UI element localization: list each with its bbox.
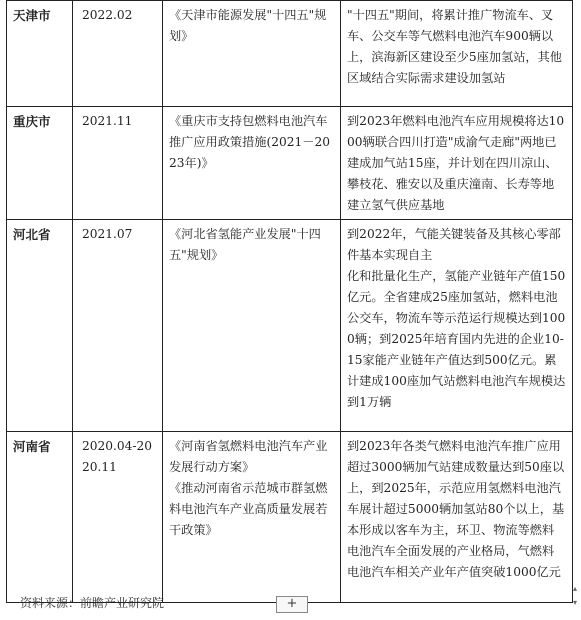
add-row-button[interactable]: +	[276, 596, 308, 613]
policy-table-wrapper	[6, 0, 572, 603]
policy-cell: 《河南省氢燃料电池汽车产业发展行动方案》 《推动河南省示范城市群氢燃料电池汽车产业高质量发展若干政策》	[163, 432, 341, 603]
policy-cell: 《天津市能源发展"十四五"规划》	[163, 1, 341, 107]
date-cell: 2022.02	[73, 1, 163, 107]
province-cell: 重庆市	[7, 107, 73, 220]
scroll-down-icon[interactable]: ▾	[573, 598, 578, 607]
scroll-up-icon[interactable]: ▴	[573, 584, 578, 593]
province-cell: 河北省	[7, 220, 73, 432]
table-row	[7, 220, 573, 432]
policy-cell: 《河北省氢能产业发展"十四五"规划》	[163, 220, 341, 432]
source-note: 资料来源：前瞻产业研究院	[20, 596, 165, 610]
table-row	[7, 1, 573, 107]
content-cell: 到2023年燃料电池汽车应用规模将达1000辆联合四川打造"成渝气走廊"两地已建成加气站15座，并计划在四川凉山、攀枝花、雅安以及重庆潼南、长寿等地建立氢气供应基地	[341, 107, 573, 220]
policy-cell: 《重庆市支持包燃料电池汽车推广应用政策措施(2021－2023年)》	[163, 107, 341, 220]
table-row	[7, 432, 573, 603]
vertical-scrollbar[interactable]	[576, 0, 581, 620]
date-cell: 2020.04-2020.11	[73, 432, 163, 603]
province-cell: 天津市	[7, 1, 73, 107]
date-cell: 2021.11	[73, 107, 163, 220]
table-row	[7, 107, 573, 220]
content-cell: 到2023年各类气燃料电池汽车推广应用超过3000辆加气站建成数量达到50座以上，到2025年，示范应用氢燃料电池汽车展计超过5000辆加氢站80个以上，基本形成以客车为主，环卫、物流等燃料电池汽车全面发展的产业格局，气燃料电池汽车相关产业年产值突破1000亿元	[341, 432, 573, 603]
content-cell: "十四五"期间，将累计推广物流车、叉车、公交车等气燃料电池汽车900辆以上，滨海新区建设至少5座加氢站，其他区域结合实际需求建设加氢站	[341, 1, 573, 107]
province-cell: 河南省	[7, 432, 73, 603]
policy-table	[6, 0, 573, 603]
content-cell: 到2022年，气能关键装备及其核心零部件基本实现自主 化和批量化生产，氢能产业链年产值150亿元。全省建成25座加氢站，燃料电池公交车，物流车等示范运行规模达到1000辆；到2025年培育国内先进的企业10-15家能产业链年产值达到500亿元。累计建成100座加气站燃料电池汽车规模达到1万辆	[341, 220, 573, 432]
date-cell: 2021.07	[73, 220, 163, 432]
